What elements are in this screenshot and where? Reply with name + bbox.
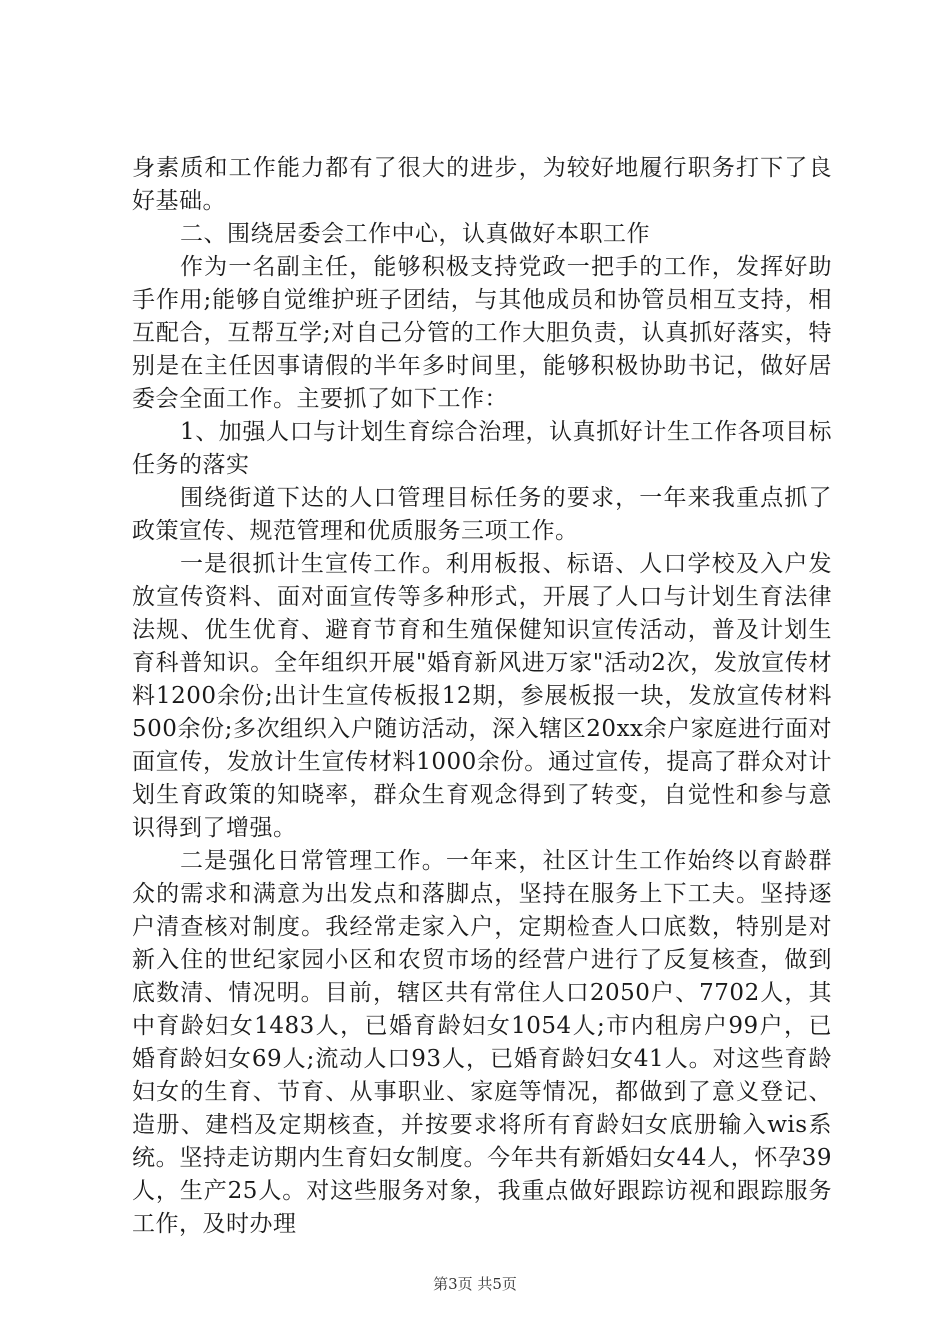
subsection-heading: 1、加强人口与计划生育综合治理，认真抓好计生工作各项目标任务的落实 xyxy=(132,419,832,478)
page-footer xyxy=(0,1273,950,1294)
section-heading: 二、围绕居委会工作中心，认真做好本职工作 xyxy=(180,221,650,247)
paragraph: 二是强化日常管理工作。一年来，社区计生工作始终以育龄群众的需求和满意为出发点和落脚点，坚持在服务上下工夫。坚持逐户清查核对制度。我经常走家入户，定期检查人口底数，特别是对新入住的世纪家园小区和农贸市场的经营户进行了反复核查，做到底数清、情况明。目前，辖区共有常住人口2050户、7702人，其中育龄妇女1483人，已婚育龄妇女1054人;市内租房户99户，已婚育龄妇女69人;流动人口93人，已婚育龄妇女41人。对这些育龄妇女的生育、节育、从事职业、家庭等情况，都做到了意义登记、造册、建档及定期核查，并按要求将所有育龄妇女底册输入wis系统。坚持走访期内生育妇女制度。今年共有新婚妇女44人，怀孕39人，生产25人。对这些服务对象，我重点做好跟踪访视和跟踪服务工作，及时办理 xyxy=(132,848,832,1237)
document-body xyxy=(132,152,832,1241)
paragraph: 作为一名副主任，能够积极支持党政一把手的工作，发挥好助手作用;能够自觉维护班子团结，与其他成员和协管员相互支持，相互配合，互帮互学;对自己分管的工作大胆负责，认真抓好落实，特别是在主任因事请假的半年多时间里，能够积极协助书记，做好居委会全面工作。主要抓了如下工作： xyxy=(132,254,832,412)
paragraph-continuation: 身素质和工作能力都有了很大的进步，为较好地履行职务打下了良好基础。 xyxy=(132,155,832,214)
page-number: 第3页 共5页 xyxy=(433,1275,517,1293)
paragraph: 一是很抓计生宣传工作。利用板报、标语、人口学校及入户发放宣传资料、面对面宣传等多种形式，开展了人口与计划生育法律法规、优生优育、避育节育和生殖保健知识宣传活动，普及计划生育科普知识。全年组织开展"婚育新风进万家"活动2次，发放宣传材料1200余份;出计生宣传板报12期，参展板报一块，发放宣传材料500余份;多次组织入户随访活动，深入辖区20xx余户家庭进行面对面宣传，发放计生宣传材料1000余份。通过宣传，提高了群众对计划生育政策的知晓率，群众生育观念得到了转变，自觉性和参与意识得到了增强。 xyxy=(132,551,832,841)
paragraph: 围绕街道下达的人口管理目标任务的要求，一年来我重点抓了政策宣传、规范管理和优质服务三项工作。 xyxy=(132,485,832,544)
